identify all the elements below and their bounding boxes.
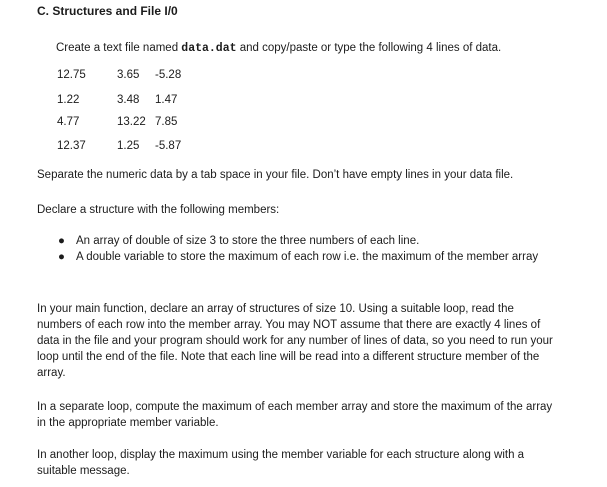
paragraph-separate-loop: In a separate loop, compute the maximum of each member array and store the maximum of the array in the appropriate member variable.: [37, 401, 553, 429]
data-cell: 12.37: [57, 140, 86, 152]
bullet-icon: ●: [58, 235, 65, 247]
data-cell: 1.47: [155, 94, 178, 106]
list-item-text: A double variable to store the maximum of each row i.e. the maximum of the member array: [76, 251, 539, 263]
paragraph-another-loop: In another loop, display the maximum using the member variable for each structure along with a suitable message.: [37, 449, 525, 477]
bullet-icon: ●: [58, 251, 65, 263]
list-item: [58, 233, 558, 249]
list-item: [58, 249, 558, 265]
data-cell: 3.65: [117, 69, 140, 81]
member-list: [58, 233, 558, 265]
intro-text: [56, 42, 501, 55]
section-heading: C. Structures and File I/0: [37, 4, 178, 18]
data-cell: -5.87: [155, 140, 182, 152]
paragraph-declare: Declare a structure with the following members:: [37, 204, 280, 216]
data-cell: 12.75: [57, 69, 86, 81]
data-cell: -5.28: [155, 69, 182, 81]
paragraph-separate: Separate the numeric data by a tab space in your file. Don’t have empty lines in your data file.: [37, 169, 514, 181]
data-cell: 3.48: [117, 94, 140, 106]
intro-after: and copy/paste or type the following 4 lines of data.: [236, 42, 502, 54]
data-cell: 1.25: [117, 140, 140, 152]
data-cell: 1.22: [57, 94, 80, 106]
data-cell: 13.22: [117, 116, 146, 128]
filename: data.dat: [181, 42, 237, 55]
data-cell: 4.77: [57, 116, 80, 128]
paragraph-main: In your main function, declare an array of structures of size 10. Using a suitable loop, read the numbers of each row into the member array. You may NOT assume that there are exactly 4 lines of data in the file and your program should work for any number of lines of data, so you need to run your loop until the end of the file. Note that each line will be read into a different structure member of the array.: [37, 303, 553, 379]
intro-before: Create a text file named: [56, 42, 182, 54]
data-cell: 7.85: [155, 116, 178, 128]
list-item-text: An array of double of size 3 to store the three numbers of each line.: [76, 235, 420, 247]
